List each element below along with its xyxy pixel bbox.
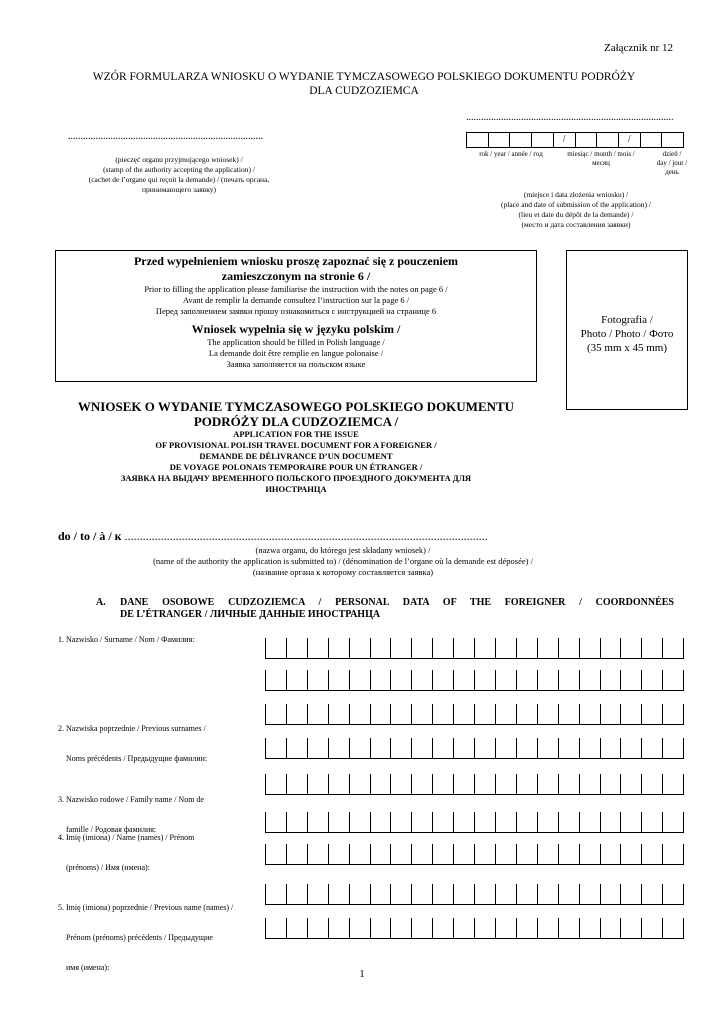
letter-box[interactable] [537,812,558,832]
field-1-letter-boxes[interactable] [265,670,684,691]
letter-box[interactable] [495,738,516,758]
instructions-box: Przed wypełnieniem wniosku proszę zapoznać się z pouczeniem zamieszczonym na stronie 6 / Prior to filling the application please familiarise the instruction with the notes on page 6 / Avant de remplir la demande consultez l’instruction sur la page 6 / Перед заполнением заявки прошу ознакомиться с инструкцией на странице 6 Wniosek wypełnia się w języku polskim / The application should be filled in Polish language / La demande doit être remplie en langue polonaise / Заявка заполняется на польском языке [55,250,537,382]
letter-box[interactable] [432,774,453,794]
field-5-letter-boxes[interactable] [265,884,684,905]
letter-box[interactable] [558,812,579,832]
field-5-letter-boxes[interactable] [265,918,684,939]
photo-box: Fotografia / Photo / Photo / Фото (35 mm x 45 mm) [566,250,688,410]
date-year-label: rok / year / année / год [479,150,543,158]
letter-box[interactable] [432,844,453,864]
letter-box[interactable] [537,638,558,658]
letter-box[interactable] [579,738,600,758]
letter-box[interactable] [453,774,474,794]
letter-box[interactable] [349,670,370,690]
field-3-letter-boxes[interactable] [265,774,684,795]
letter-box[interactable] [620,670,641,690]
letter-box[interactable] [370,918,391,938]
letter-box[interactable] [474,918,495,938]
letter-box[interactable] [641,844,662,864]
letter-box[interactable] [579,918,600,938]
letter-box[interactable] [370,638,391,658]
letter-box[interactable] [307,844,328,864]
letter-box[interactable] [328,670,349,690]
letter-box[interactable] [620,918,641,938]
letter-box[interactable] [516,774,537,794]
letter-box[interactable] [495,884,516,904]
letter-box[interactable] [349,844,370,864]
letter-box[interactable] [265,918,286,938]
date-sep: / [554,133,576,147]
date-day-label: dzień / day / jour / день [656,150,688,176]
letter-box[interactable] [307,670,328,690]
letter-box[interactable] [620,812,641,832]
addressee-caption: (nazwa organu, do którego jest składany wniosek) / (name of the authority the application is submitted to) / (dénomination de l’organe où la demande est déposée) / (название органа к которому составляется заявка) [153,545,533,577]
letter-box[interactable] [495,812,516,832]
letter-box[interactable] [349,884,370,904]
letter-box[interactable] [390,670,411,690]
letter-box[interactable] [390,918,411,938]
letter-box[interactable] [370,704,391,724]
letter-box[interactable] [495,774,516,794]
letter-box[interactable] [411,812,432,832]
letter-box[interactable] [453,738,474,758]
letter-box[interactable] [411,670,432,690]
letter-box[interactable] [286,774,307,794]
letter-box[interactable] [641,884,662,904]
field-2-letter-boxes[interactable] [265,704,684,725]
letter-box[interactable] [370,844,391,864]
letter-box[interactable] [495,844,516,864]
field-4-label: 4. Imię (imiona) / Name (names) / Prénom (prénoms) / Имя (имена): [58,833,195,872]
letter-box[interactable] [579,884,600,904]
letter-box[interactable] [600,884,621,904]
letter-box[interactable] [662,704,684,724]
letter-box[interactable] [516,884,537,904]
letter-box[interactable] [370,884,391,904]
letter-box[interactable] [600,844,621,864]
letter-box[interactable] [474,812,495,832]
letter-box[interactable] [286,738,307,758]
letter-box[interactable] [349,738,370,758]
letter-box[interactable] [516,638,537,658]
letter-box[interactable] [286,884,307,904]
letter-box[interactable] [662,884,684,904]
letter-box[interactable] [411,918,432,938]
letter-box[interactable] [349,704,370,724]
letter-box[interactable] [600,738,621,758]
letter-box[interactable] [411,704,432,724]
letter-box[interactable] [558,844,579,864]
letter-box[interactable] [370,774,391,794]
letter-box[interactable] [286,638,307,658]
application-title: WNIOSEK O WYDANIE TYMCZASOWEGO POLSKIEGO DOKUMENTU PODRÓŻY DLA CUDZOZIEMCA / APPLICATION FOR THE ISSUE OF PROVISIONAL POLISH TRAVEL DOCUMENT FOR A FOREIGNER / DEMANDE DE DÉLIVRANCE D’UN DOCUMENT DE VOYAGE POLONAIS TEMPORAIRE POUR UN ÉTRANGER / ЗАЯВКА НА ВЫДАЧУ ВРЕМЕННОГО ПОЛЬСКОГО ПРОЕЗДНОГО ДОКУМЕНТА ДЛЯ ИНОСТРАНЦА [77,399,515,494]
letter-box[interactable] [411,638,432,658]
letter-box[interactable] [474,638,495,658]
field-1-label: 1. Nazwisko / Surname / Nom / Фамилия: [58,635,195,644]
letter-box[interactable] [328,738,349,758]
field-4-letter-boxes[interactable] [265,844,684,865]
letter-box[interactable] [349,918,370,938]
letter-box[interactable] [662,670,684,690]
date-month-label: miesiąc / month / mois / месяц [567,150,635,167]
letter-box[interactable] [453,704,474,724]
letter-box[interactable] [537,774,558,794]
letter-box[interactable] [265,884,286,904]
letter-box[interactable] [558,638,579,658]
letter-box[interactable] [286,670,307,690]
letter-box[interactable] [641,670,662,690]
letter-box[interactable] [516,670,537,690]
letter-box[interactable] [390,704,411,724]
letter-box[interactable] [600,670,621,690]
letter-box[interactable] [453,844,474,864]
letter-box[interactable] [453,884,474,904]
letter-box[interactable] [641,918,662,938]
place-date-caption: (miejsce i data złożenia wniosku) / (place and date of submission of the application) / (lieu et date du dépôt de la demande) / (место и дата составления заявки) [501,190,651,229]
letter-box[interactable] [537,738,558,758]
letter-box[interactable] [600,918,621,938]
letter-box[interactable] [307,738,328,758]
letter-box[interactable] [474,670,495,690]
letter-box[interactable] [432,918,453,938]
letter-box[interactable] [349,638,370,658]
letter-box[interactable] [307,884,328,904]
letter-box[interactable] [579,704,600,724]
letter-box[interactable] [390,774,411,794]
letter-box[interactable] [537,844,558,864]
letter-box[interactable] [537,884,558,904]
letter-box[interactable] [579,638,600,658]
letter-box[interactable] [265,812,286,832]
letter-box[interactable] [265,670,286,690]
letter-box[interactable] [641,812,662,832]
letter-box[interactable] [662,638,684,658]
letter-box[interactable] [474,704,495,724]
letter-box[interactable] [265,738,286,758]
field-1-letter-boxes[interactable] [265,638,684,659]
letter-box[interactable] [620,774,641,794]
letter-box[interactable] [579,812,600,832]
letter-box[interactable] [453,638,474,658]
letter-box[interactable] [307,704,328,724]
letter-box[interactable] [495,670,516,690]
letter-box[interactable] [516,844,537,864]
form-title: WZÓR FORMULARZA WNIOSKU O WYDANIE TYMCZASOWEGO POLSKIEGO DOKUMENTU PODRÓŻY DLA CUDZOZIEMCA [92,71,636,97]
letter-box[interactable] [286,918,307,938]
letter-box[interactable] [641,638,662,658]
letter-box[interactable] [432,884,453,904]
letter-box[interactable] [537,704,558,724]
letter-box[interactable] [495,704,516,724]
letter-box[interactable] [620,738,641,758]
letter-box[interactable] [641,704,662,724]
letter-box[interactable] [432,670,453,690]
page-number: 1 [359,968,365,980]
section-a-heading: A. DANE OSOBOWE CUDZOZIEMCA / PERSONAL DATA OF THE FOREIGNER / COORDONNÉES DE L’ÉTRANGER / ЛИЧНЫЕ ДАННЫЕ ИНОСТРАНЦА [96,597,674,620]
letter-box[interactable] [390,738,411,758]
letter-box[interactable] [662,918,684,938]
letter-box[interactable] [620,884,641,904]
place-dots: ................................................................................... [466,112,674,123]
stamp-caption: (pieczęć organu przyjmującego wniosek) / (stamp of the authority accepting the application) / (cachet de l’organe qui reçoit la demande) / (печать органа, принимающего заявку) [88,155,270,194]
letter-box[interactable] [516,812,537,832]
letter-box[interactable] [370,670,391,690]
letter-box[interactable] [307,812,328,832]
letter-box[interactable] [516,738,537,758]
addressee-dots: ......................................................................................................................... [124,529,488,543]
letter-box[interactable] [286,844,307,864]
letter-box[interactable] [662,738,684,758]
letter-box[interactable] [432,704,453,724]
letter-box[interactable] [641,738,662,758]
letter-box[interactable] [558,918,579,938]
letter-box[interactable] [349,812,370,832]
annex-label: Załącznik nr 12 [603,42,673,54]
letter-box[interactable] [474,884,495,904]
letter-box[interactable] [600,774,621,794]
letter-box[interactable] [370,738,391,758]
letter-box[interactable] [390,844,411,864]
field-5-label: 5. Imię (imiona) poprzednie / Previous name (names) / Prénom (prénoms) précédents / Предыдущие имя (имена): [58,903,234,972]
letter-box[interactable] [662,774,684,794]
letter-box[interactable] [349,774,370,794]
letter-box[interactable] [600,704,621,724]
letter-box[interactable] [328,774,349,794]
stamp-dots: .............................................................................. [68,131,263,142]
letter-box[interactable] [600,638,621,658]
letter-box[interactable] [600,812,621,832]
letter-box[interactable] [307,774,328,794]
letter-box[interactable] [328,812,349,832]
date-boxes[interactable] [466,132,684,148]
letter-box[interactable] [432,638,453,658]
field-2-letter-boxes[interactable] [265,738,684,759]
addressee-prefix: do / to / à / к [58,529,122,543]
letter-box[interactable] [516,918,537,938]
letter-box[interactable] [390,812,411,832]
letter-box[interactable] [558,884,579,904]
letter-box[interactable] [307,638,328,658]
letter-box[interactable] [579,774,600,794]
letter-box[interactable] [579,670,600,690]
letter-box[interactable] [411,884,432,904]
letter-box[interactable] [620,704,641,724]
letter-box[interactable] [620,638,641,658]
letter-box[interactable] [558,774,579,794]
letter-box[interactable] [411,774,432,794]
letter-box[interactable] [265,638,286,658]
letter-box[interactable] [411,844,432,864]
letter-box[interactable] [286,812,307,832]
letter-box[interactable] [662,812,684,832]
addressee-line[interactable] [58,529,544,543]
letter-box[interactable] [558,704,579,724]
letter-box[interactable] [370,812,391,832]
letter-box[interactable] [265,704,286,724]
letter-box[interactable] [558,738,579,758]
letter-box[interactable] [328,844,349,864]
letter-box[interactable] [537,918,558,938]
letter-box[interactable] [390,638,411,658]
letter-box[interactable] [307,918,328,938]
letter-box[interactable] [474,738,495,758]
letter-box[interactable] [537,670,558,690]
letter-box[interactable] [390,884,411,904]
letter-box[interactable] [620,844,641,864]
letter-box[interactable] [641,774,662,794]
letter-box[interactable] [432,812,453,832]
letter-box[interactable] [328,884,349,904]
letter-box[interactable] [474,774,495,794]
letter-box[interactable] [453,812,474,832]
letter-box[interactable] [328,918,349,938]
letter-box[interactable] [265,774,286,794]
letter-box[interactable] [328,638,349,658]
field-4-letter-boxes[interactable] [265,812,684,833]
field-3-label: 3. Nazwisko rodowe / Family name / Nom de famille / Родовая фамилия: [58,795,204,834]
letter-box[interactable] [516,704,537,724]
letter-box[interactable] [453,918,474,938]
letter-box[interactable] [662,844,684,864]
letter-box[interactable] [453,670,474,690]
letter-box[interactable] [579,844,600,864]
letter-box[interactable] [495,638,516,658]
letter-box[interactable] [432,738,453,758]
letter-box[interactable] [286,704,307,724]
letter-box[interactable] [495,918,516,938]
date-sep: / [619,133,641,147]
field-2-label: 2. Nazwiska poprzednie / Previous surnames / Noms précédents / Предыдущие фамилии: [58,724,208,763]
letter-box[interactable] [411,738,432,758]
letter-box[interactable] [558,670,579,690]
letter-box[interactable] [328,704,349,724]
letter-box[interactable] [474,844,495,864]
letter-box[interactable] [265,844,286,864]
